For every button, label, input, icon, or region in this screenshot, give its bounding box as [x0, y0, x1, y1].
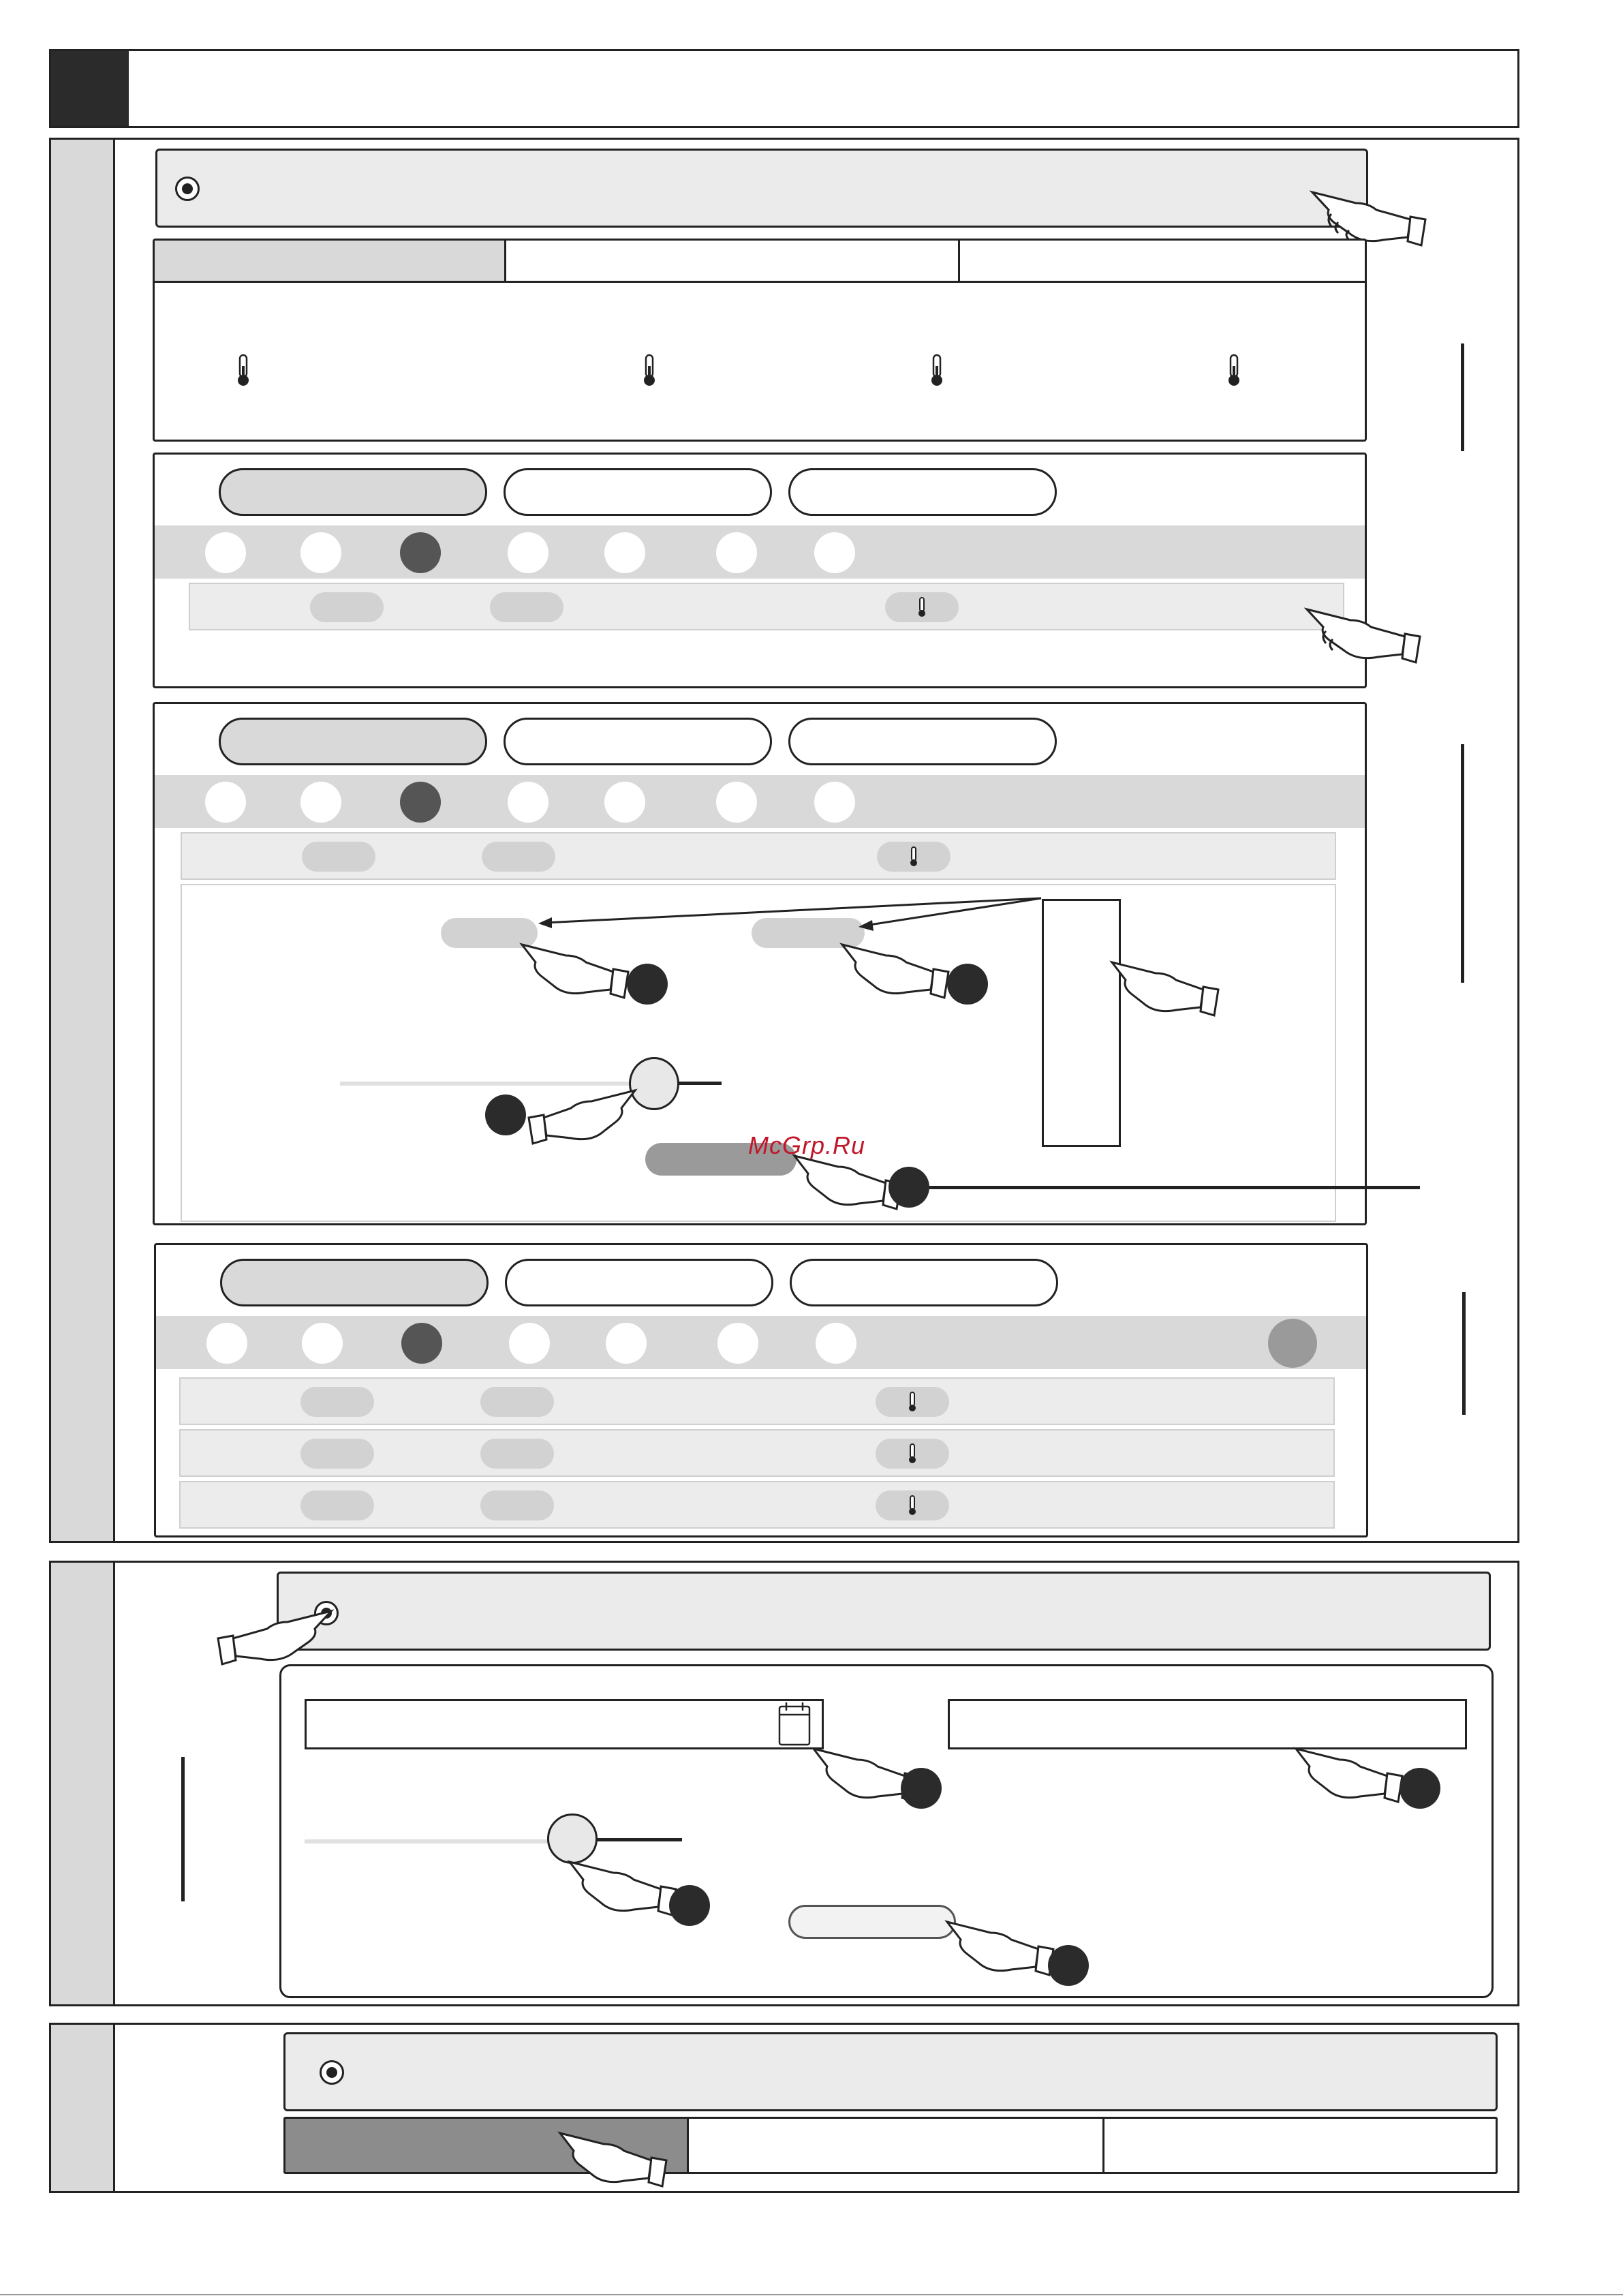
- panel-c-tab-1[interactable]: [220, 1259, 489, 1306]
- end-time-chip[interactable]: [480, 1439, 554, 1469]
- day-dot[interactable]: [814, 532, 855, 573]
- day-dot[interactable]: [814, 782, 855, 823]
- panel-b-schedule-row[interactable]: [181, 832, 1336, 880]
- panel-c-schedule-row[interactable]: [179, 1481, 1335, 1529]
- day-dot[interactable]: [716, 532, 757, 573]
- mode-bar[interactable]: [155, 149, 1368, 228]
- panel-a-day-strip: [155, 525, 1365, 579]
- pointing-hand-icon: [1108, 953, 1224, 1021]
- day-dot[interactable]: [508, 532, 548, 573]
- day-dot[interactable]: [508, 782, 548, 823]
- holiday-panel: [279, 1664, 1494, 1998]
- thermometer-icon: [908, 846, 919, 868]
- temperature-chip[interactable]: [876, 1387, 949, 1417]
- thermometer-icon: [907, 1391, 918, 1413]
- margin-line: [1461, 343, 1464, 451]
- manual-mode-tab-table: [283, 2117, 1498, 2174]
- margin-line: [1461, 744, 1464, 983]
- day-dot[interactable]: [606, 1323, 647, 1364]
- panel-a-tab-2[interactable]: [504, 468, 772, 516]
- panel-c-schedule-row[interactable]: [179, 1429, 1335, 1477]
- panel-b-day-strip: [155, 775, 1365, 828]
- panel-c-day-strip: [156, 1316, 1366, 1369]
- thermometer-icon: [907, 1495, 918, 1516]
- day-dot-selected[interactable]: [400, 532, 441, 573]
- schedule-panel-c: [154, 1243, 1368, 1537]
- mode-tab-table: [153, 239, 1367, 442]
- panel-c-schedule-row[interactable]: [179, 1377, 1335, 1425]
- step-marker: [947, 964, 988, 1005]
- day-dot[interactable]: [205, 782, 246, 823]
- start-time-chip[interactable]: [300, 1439, 374, 1469]
- panel-a-schedule-row[interactable]: [189, 583, 1344, 630]
- pointing-hand-icon: [566, 1852, 681, 1920]
- day-dot[interactable]: [716, 782, 757, 823]
- add-row-button[interactable]: [1268, 1319, 1317, 1368]
- panel-a-tab-1[interactable]: [219, 468, 487, 516]
- manual-tab-2[interactable]: [689, 2119, 1104, 2172]
- start-date-field[interactable]: [305, 1699, 824, 1749]
- start-time-chip[interactable]: [300, 1490, 374, 1520]
- thermometer-icon: [929, 354, 945, 388]
- step-marker: [901, 1768, 942, 1809]
- mode-tab-3[interactable]: [960, 241, 1365, 281]
- pointing-hand-icon: [523, 1081, 639, 1149]
- callout-line: [929, 1186, 1420, 1189]
- time-picker-box[interactable]: [1042, 899, 1121, 1147]
- step-marker: [485, 1095, 526, 1135]
- holiday-save-button[interactable]: [788, 1905, 956, 1939]
- day-dot[interactable]: [205, 532, 246, 573]
- day-dot[interactable]: [816, 1323, 856, 1364]
- day-dot-selected[interactable]: [401, 1323, 442, 1364]
- thermometer-icon: [235, 354, 251, 388]
- end-time-chip[interactable]: [482, 842, 555, 872]
- start-time-chip[interactable]: [310, 592, 384, 622]
- margin-line: [181, 1757, 185, 1901]
- day-dot-selected[interactable]: [400, 782, 441, 823]
- holiday-mode-bar[interactable]: [277, 1572, 1491, 1651]
- step-marker: [888, 1167, 929, 1208]
- step-marker: [1048, 1945, 1089, 1986]
- temperature-chip[interactable]: [876, 1439, 949, 1469]
- panel-b-tab-1[interactable]: [219, 718, 487, 765]
- calendar-icon[interactable]: [777, 1701, 812, 1747]
- panel-a-tab-3[interactable]: [788, 468, 1057, 516]
- mode-tab-row: [155, 241, 1365, 283]
- day-dot[interactable]: [604, 532, 645, 573]
- holiday-temperature-slider-track[interactable]: [305, 1839, 563, 1843]
- thermometer-icon: [907, 1443, 918, 1465]
- temperature-chip[interactable]: [885, 592, 959, 622]
- arrow-lines: [531, 893, 1049, 934]
- day-dot[interactable]: [302, 1323, 343, 1364]
- day-dot[interactable]: [300, 782, 341, 823]
- end-time-chip[interactable]: [490, 592, 563, 622]
- watermark: McGrp.Ru: [748, 1131, 866, 1159]
- panel-b-tab-3[interactable]: [788, 718, 1057, 765]
- step-marker: [1400, 1768, 1440, 1809]
- manual-tab-3[interactable]: [1104, 2119, 1496, 2172]
- radio-button-icon[interactable]: [175, 177, 200, 201]
- step-marker: [669, 1885, 710, 1926]
- end-time-chip[interactable]: [480, 1490, 554, 1520]
- header-bar: [49, 49, 1519, 128]
- thermometer-icon: [916, 596, 927, 618]
- section-1-side-strip: [51, 140, 115, 1541]
- day-dot[interactable]: [206, 1323, 247, 1364]
- holiday-temperature-slider-fill: [592, 1838, 682, 1841]
- section-3-side-strip: [51, 2025, 115, 2191]
- panel-c-tab-2[interactable]: [505, 1259, 773, 1306]
- day-dot[interactable]: [300, 532, 341, 573]
- day-dot[interactable]: [509, 1323, 550, 1364]
- end-time-chip[interactable]: [480, 1387, 554, 1417]
- footer-rule: [0, 2294, 1623, 2295]
- start-time-chip[interactable]: [300, 1387, 374, 1417]
- section-2-side-strip: [51, 1563, 115, 2004]
- day-dot[interactable]: [717, 1323, 758, 1364]
- pointing-hand-icon: [1303, 600, 1425, 668]
- mode-tab-1[interactable]: [155, 241, 506, 281]
- pointing-hand-icon: [1292, 1739, 1408, 1807]
- pointing-hand-icon: [213, 1602, 335, 1670]
- step-marker: [627, 964, 668, 1005]
- pointing-hand-icon: [943, 1912, 1059, 1980]
- pointing-hand-icon: [556, 2124, 672, 2192]
- pointing-hand-icon: [518, 935, 634, 1003]
- schedule-panel-a: [153, 453, 1367, 688]
- margin-line: [1462, 1292, 1466, 1415]
- radio-button-icon[interactable]: [320, 2060, 344, 2085]
- manual-mode-bar[interactable]: [283, 2032, 1498, 2111]
- header-block: [51, 51, 129, 126]
- panel-c-tab-3[interactable]: [790, 1259, 1058, 1306]
- edit-area: [181, 884, 1336, 1222]
- thermometer-icon: [1226, 354, 1242, 388]
- temperature-chip[interactable]: [877, 842, 950, 872]
- mode-tab-2[interactable]: [506, 241, 960, 281]
- thermometer-icon: [641, 354, 658, 388]
- panel-b-tab-2[interactable]: [504, 718, 772, 765]
- pointing-hand-icon: [838, 935, 954, 1003]
- temperature-chip[interactable]: [876, 1490, 949, 1520]
- start-time-chip[interactable]: [302, 842, 375, 872]
- day-dot[interactable]: [604, 782, 645, 823]
